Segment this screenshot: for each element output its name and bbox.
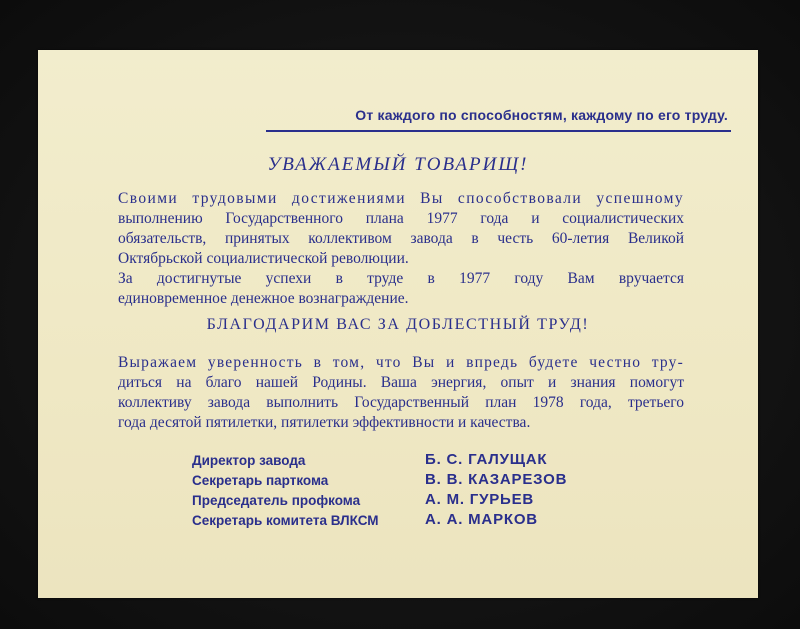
paragraph-line: Своими трудовыми достижениями Вы способствовали успешному	[118, 190, 684, 207]
paragraph-confidence	[118, 353, 684, 433]
signatory-title: Председатель профкома	[192, 493, 361, 508]
paragraph-line: выполнению Государственного плана 1977 года и социалистических	[118, 210, 684, 227]
paragraph-achievements	[118, 189, 684, 309]
paragraph-line: диться на благо нашей Родины. Ваша энергия, опыт и знания помогут	[118, 374, 684, 391]
paragraph-line: За достигнутые успехи в труде в 1977 году Вам вручается	[118, 270, 684, 287]
thanks-heading: БЛАГОДАРИМ ВАС ЗА ДОБЛЕСТНЫЙ ТРУД!	[206, 316, 590, 333]
signatory-name: А. М. ГУРЬЕВ	[425, 491, 535, 508]
paragraph-line: Октябрьской социалистической революции.	[118, 250, 409, 267]
paragraph-line: Выражаем уверенность в том, что Вы и впредь будете честно тру-	[118, 354, 684, 371]
signatory-title: Директор завода	[192, 453, 306, 468]
motto-underline	[266, 130, 731, 132]
paragraph-line: года десятой пятилетки, пятилетки эффективности и качества.	[118, 414, 531, 431]
signatory-name: Б. С. ГАЛУЩАК	[425, 451, 548, 468]
signatory-title: Секретарь комитета ВЛКСМ	[192, 513, 379, 528]
paragraph-line: обязательств, принятых коллективом завода в честь 60-летия Великой	[118, 230, 684, 247]
greeting-heading: УВАЖАЕМЫЙ ТОВАРИЩ!	[267, 154, 529, 175]
paragraph-line: единовременное денежное вознаграждение.	[118, 290, 409, 307]
motto: От каждого по способностям, каждому по его труду.	[355, 107, 728, 123]
paragraph-line: коллективу завода выполнить Государственный план 1978 года, третьего	[118, 394, 684, 411]
signatory-title: Секретарь парткома	[192, 473, 329, 488]
award-leaflet	[38, 50, 758, 598]
signatory-name: А. А. МАРКОВ	[425, 511, 538, 528]
signatory-name: В. В. КАЗАРЕЗОВ	[425, 471, 568, 488]
